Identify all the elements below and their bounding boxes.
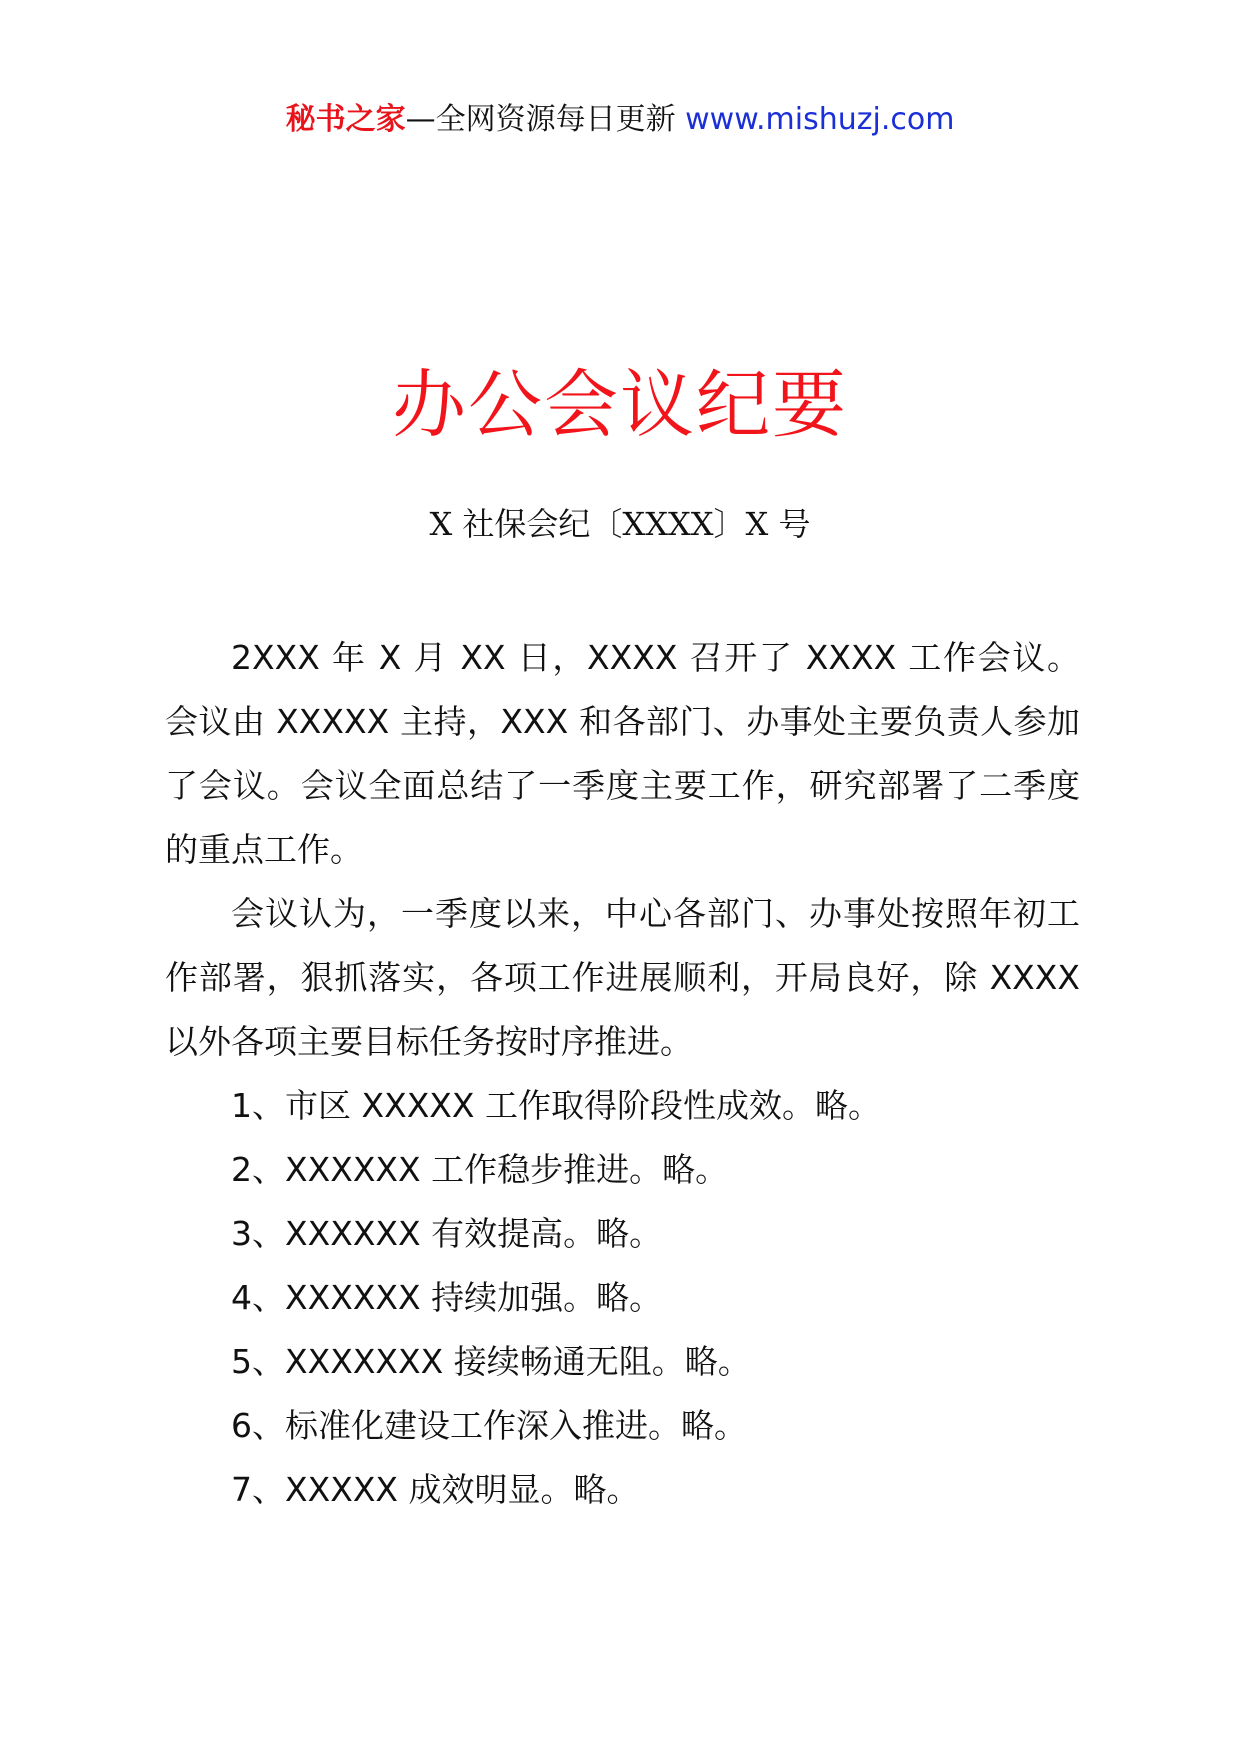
list-item: 4、XXXXXX 持续加强。略。 [231,1278,663,1317]
list-item: 1、市区 XXXXX 工作取得阶段性成效。略。 [231,1086,882,1125]
list-item: 7、XXXXX 成效明显。略。 [231,1470,640,1509]
document-number: X 社保会纪〔XXXX〕X 号 [429,505,811,543]
list-item: 5、XXXXXXX 接续畅通无阻。略。 [231,1342,751,1381]
list-item: 2、XXXXXX 工作稳步推进。略。 [231,1150,729,1189]
document-title: 办公会议纪要 [392,362,848,448]
list-item: 6、标准化建设工作深入推进。略。 [231,1406,747,1445]
site-header [0,100,1240,140]
site-url-link[interactable]: www.mishuzj.com [685,102,955,137]
body-paragraph: 会议认为，一季度以来，中心各部门、办事处按照年初工作部署，狠抓落实，各项工作进展顺利，开局良好，除 XXXX 以外各项主要目标任务按时序推进。 [165,894,1080,1061]
site-name: 秘书之家 [285,102,406,137]
body-paragraph: 2XXX 年 X 月 XX 日，XXXX 召开了 XXXX 工作会议。会议由 XXXXX 主持，XXX 和各部门、办事处主要负责人参加了会议。会议全面总结了一季度主要工作，研究部署了二季度的重点工作。 [165,638,1080,869]
site-slogan: —全网资源每日更新 [405,102,676,137]
document-body [165,626,1080,1522]
list-item: 3、XXXXXX 有效提高。略。 [231,1214,663,1253]
